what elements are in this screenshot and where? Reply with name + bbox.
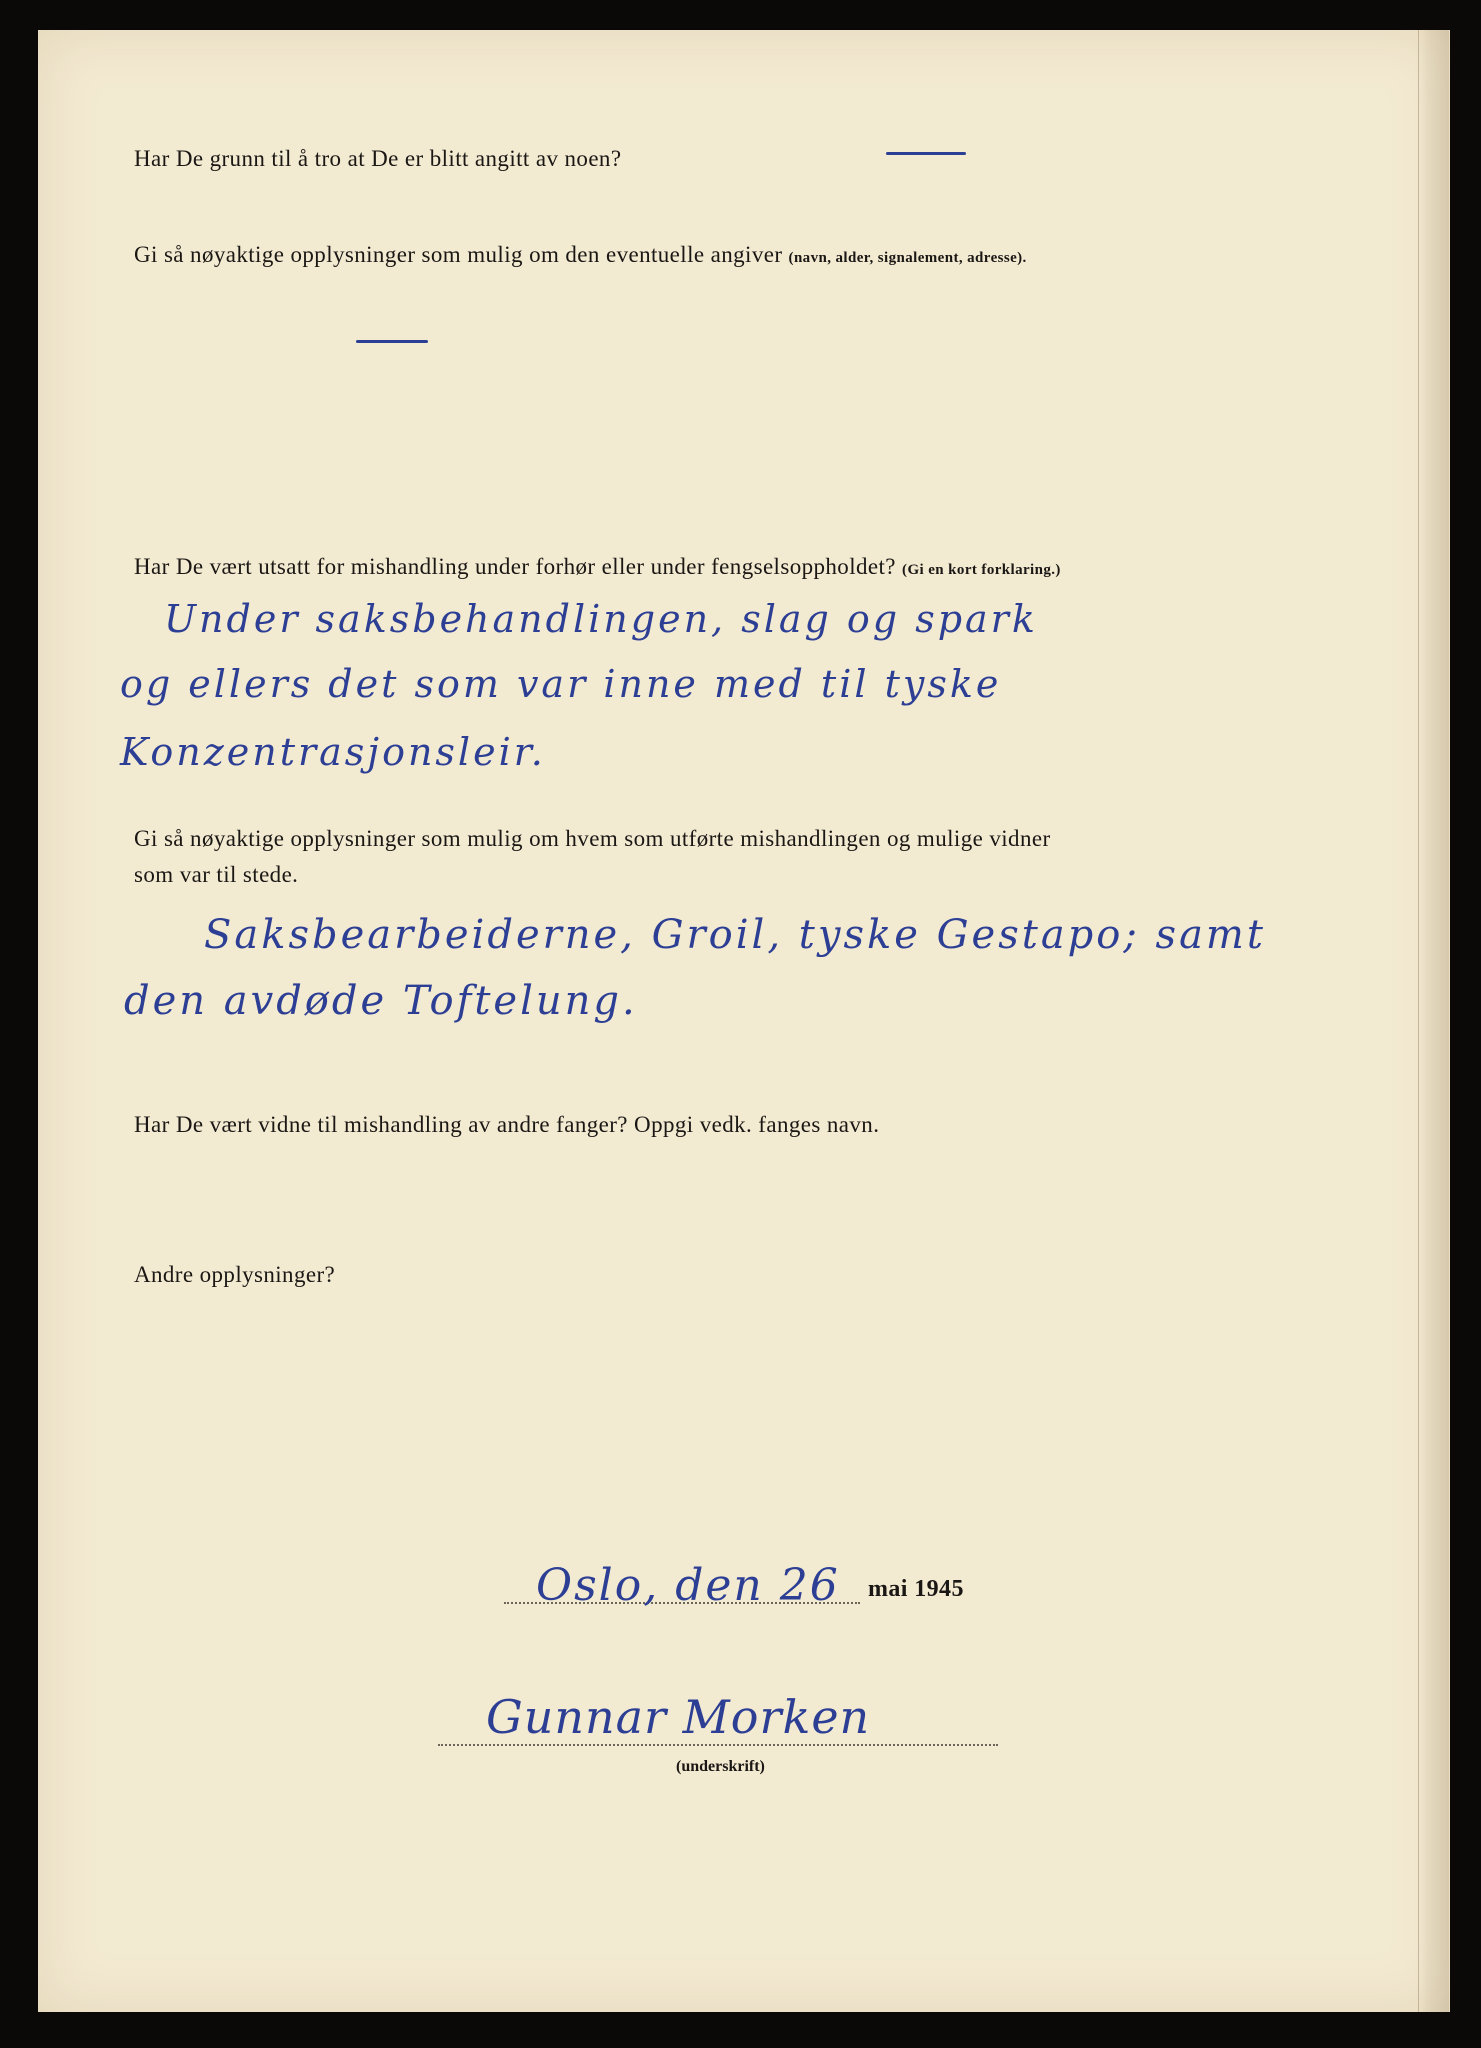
signature-label: (underskrift) bbox=[676, 1758, 765, 1775]
question-other-info: Andre opplysninger? bbox=[134, 1262, 336, 1287]
date-printed: mai 1945 bbox=[868, 1576, 964, 1602]
page-fold-edge bbox=[1418, 30, 1449, 2012]
document-page bbox=[38, 30, 1450, 2012]
answer-perpetrators-line-1: Saksbearbeiderne, Groil, tyske Gestapo; samt bbox=[204, 912, 1266, 958]
question-witness: Har De vært vidne til mishandling av andre fanger? Oppgi vedk. fanges navn. bbox=[134, 1112, 880, 1137]
answer-perpetrators-line-2: den avdøde Toftelung. bbox=[124, 978, 638, 1024]
answer-angitt-dash bbox=[886, 152, 966, 155]
question-perpetrators-line-1: Gi så nøyaktige opplysninger som mulig om hvem som utførte mishandlingen og mulige vidner bbox=[134, 826, 1051, 851]
question-angitt: Har De grunn til å tro at De er blitt angitt av noen? bbox=[134, 146, 622, 171]
question-mishandling: Har De vært utsatt for mishandling under forhør eller under fengselsoppholdet? (Gi en kort forklaring.) bbox=[134, 554, 1061, 579]
answer-mishandling-line-2: og ellers det som var inne med til tyske bbox=[120, 662, 1002, 706]
signature: Gunnar Morken bbox=[486, 1690, 871, 1744]
place-date-handwritten: Oslo, den 26 bbox=[536, 1560, 840, 1611]
question-perpetrators-line-2: som var til stede. bbox=[134, 862, 299, 887]
question-angiver-details: Gi så nøyaktige opplysninger som mulig om den eventuelle angiver (navn, alder, signalement, adresse). bbox=[134, 242, 1027, 267]
signature-dotted-line bbox=[438, 1744, 998, 1746]
answer-mishandling-line-1: Under saksbehandlingen, slag og spark bbox=[164, 597, 1038, 641]
answer-mishandling-line-3: Konzentrasjonsleir. bbox=[120, 730, 546, 774]
answer-angiver-dash bbox=[356, 340, 428, 343]
